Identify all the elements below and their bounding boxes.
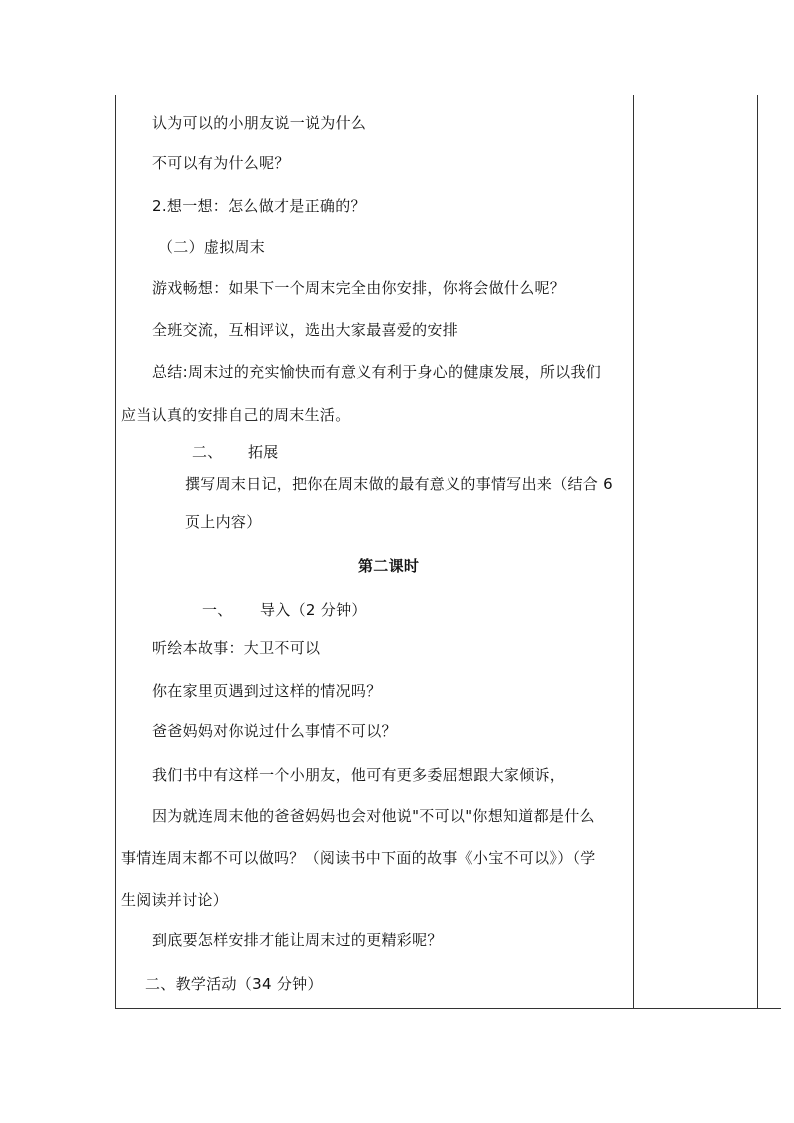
text-line: 总结:周末过的充实愉快而有意义有利于身心的健康发展，所以我们 bbox=[152, 363, 602, 381]
text-line: 应当认真的安排自己的周末生活。 bbox=[121, 406, 351, 424]
text-line: 听绘本故事：大卫不可以 bbox=[152, 639, 321, 657]
table-column-divider bbox=[757, 95, 758, 1009]
text-line: 不可以有为什么呢？ bbox=[152, 154, 290, 172]
text-line: 你在家里页遇到过这样的情况吗？ bbox=[152, 682, 382, 700]
section-number: 一、 bbox=[202, 601, 233, 619]
section-heading: （二）虚拟周末 bbox=[158, 238, 266, 256]
text-line: 游戏畅想：如果下一个周末完全由你安排，你将会做什么呢？ bbox=[152, 279, 566, 297]
text-line: 我们书中有这样一个小朋友，他可有更多委屈想跟大家倾诉， bbox=[152, 766, 566, 784]
text-line: 页上内容） bbox=[185, 513, 262, 531]
table-bottom-border bbox=[115, 1008, 781, 1009]
text-line: 因为就连周末他的爸爸妈妈也会对他说"不可以"你想知道都是什么 bbox=[152, 807, 595, 825]
text-line: 撰写周末日记，把你在周末做的最有意义的事情写出来（结合 6 bbox=[185, 475, 614, 493]
section-heading: 二、教学活动（34 分钟） bbox=[145, 975, 323, 993]
lesson-title: 第二课时 bbox=[358, 557, 420, 575]
text-line: 全班交流，互相评议，选出大家最喜爱的安排 bbox=[152, 321, 459, 339]
text-line: 生阅读并讨论） bbox=[121, 891, 229, 909]
section-number: 二、 bbox=[192, 443, 223, 461]
section-heading: 导入（2 分钟） bbox=[260, 601, 367, 619]
text-line: 到底要怎样安排才能让周末过的更精彩呢？ bbox=[152, 931, 443, 949]
text-line: 认为可以的小朋友说一说为什么 bbox=[152, 114, 367, 132]
table-column-divider bbox=[633, 95, 634, 1009]
text-line: 事情连周末都不可以做吗？（阅读书中下面的故事《小宝不可以》）（学 bbox=[121, 849, 596, 867]
table-left-border bbox=[115, 95, 116, 1009]
text-line: 2.想一想：怎么做才是正确的？ bbox=[152, 197, 366, 215]
text-line: 爸爸妈妈对你说过什么事情不可以？ bbox=[152, 722, 397, 740]
section-heading: 拓展 bbox=[248, 443, 279, 461]
